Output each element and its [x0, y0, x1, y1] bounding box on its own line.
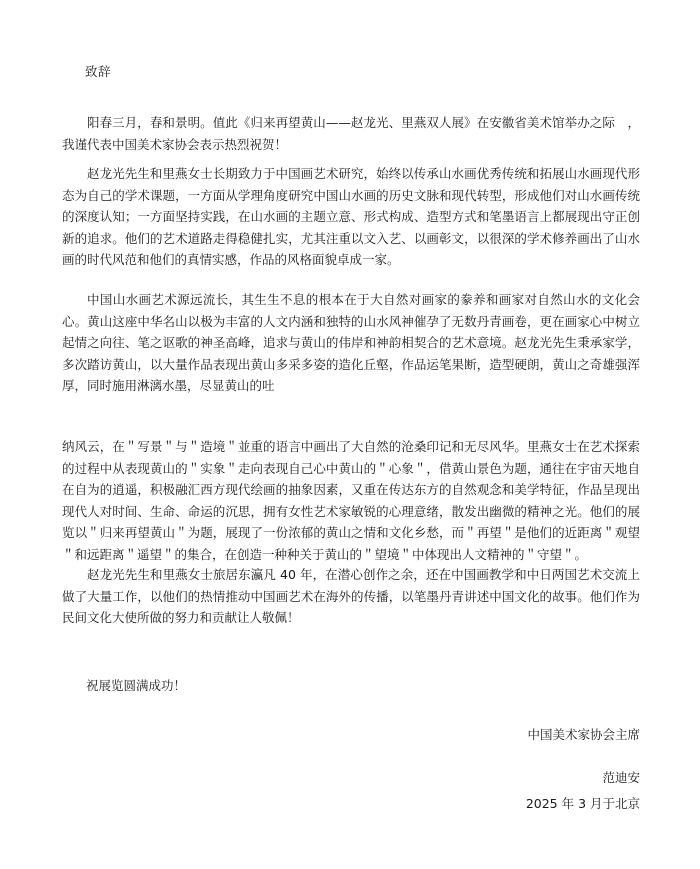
paragraph-text: 阳春三月，春和景明。值此《归来再望黄山——赵龙光、里燕双人展》在安徽省美术馆举办之际 ，我谨代表中国美术家协会表示热烈祝贺！: [62, 115, 640, 152]
paragraph-huangshan: [62, 289, 640, 397]
paragraph-huangshan-continued: [62, 436, 640, 565]
paragraph-text: 中国山水画艺术源远流长，其生生不息的根本在于大自然对画家的豢养和画家对自然山水的文化会心。黄山这座中华名山以极为丰富的人文内涵和独特的山水风神催孕了无数丹青画卷，更在画家心中树立起情之向往、笔之讴歌的神圣高峰，追求与黄山的伟岸和神韵相契合的艺术意境。赵龙光先生秉承家学，多次踏访黄山，以大量作品表现出黄山多采多姿的造化丘壑，作品运笔果断，造型硬朗，黄山之奇雄强浑厚，同时施用淋漓水墨，尽显黄山的吐: [62, 292, 640, 393]
paragraph-text: 纳风云，在＂写景＂与＂造境＂並重的语言中画出了大自然的沧桑印记和无尽风华。里燕女士在艺术探索的过程中从表现黄山的＂实象＂走向表现自己心中黄山的＂心象＂，借黄山景色为题，通往在宇宙天地自在自为的逍遥，积极融汇西方现代绘画的抽象因素，又重在传达东方的自然观念和美学特征，作品呈现出现代人对时间、生命、命运的沉思，拥有女性艺术家敏锐的心理意绪，散发出幽微的精神之光。他们的展览以＂归来再望黄山＂为题，展现了一份浓郁的黄山之情和文化乡愁，而＂再望＂是他们的近距离＂观望＂和远距离＂遥望＂的集合，在创造一种种关于黄山的＂望境＂中体现出人文精神的＂守望＂。: [62, 439, 640, 562]
signature-date: 2025 年 3 月于北京: [525, 796, 640, 811]
paragraph-overseas: [62, 564, 640, 629]
signature-name: 范迪安: [602, 770, 640, 785]
paragraph-artists-research: [62, 163, 640, 271]
closing-wish: 祝展览圆满成功！: [86, 678, 187, 693]
paragraph-text: 赵龙光先生和里燕女士长期致力于中国画艺术研究，始终以传承山水画优秀传统和拓展山水画现代形态为自己的学术课题，一方面从学理角度研究中国山水画的历史文脉和现代转型，形成他们对山水画传统的深度认知；一方面坚持实践，在山水画的主题立意、形式构成、造型方式和笔墨语言上都展现出守正创新的追求。他们的艺术道路走得稳健扎实，尤其注重以文入艺、以画彰文，以很深的学术修养画出了山水画的时代风范和他们的真情实感，作品的风格面貌卓成一家。: [62, 166, 640, 267]
document-title: 致辞: [85, 64, 112, 79]
paragraph-text: 赵龙光先生和里燕女士旅居东瀛凡 40 年，在潜心创作之余，还在中国画教学和中日两国艺术交流上做了大量工作，以他们的热情推动中国画艺术在海外的传播，以笔墨丹青讲述中国文化的故事。他们作为民间文化大使所做的努力和贡献让人敬佩！: [62, 567, 640, 625]
signature-organization: 中国美术家协会主席: [527, 727, 640, 742]
paragraph-opening: [62, 112, 640, 155]
